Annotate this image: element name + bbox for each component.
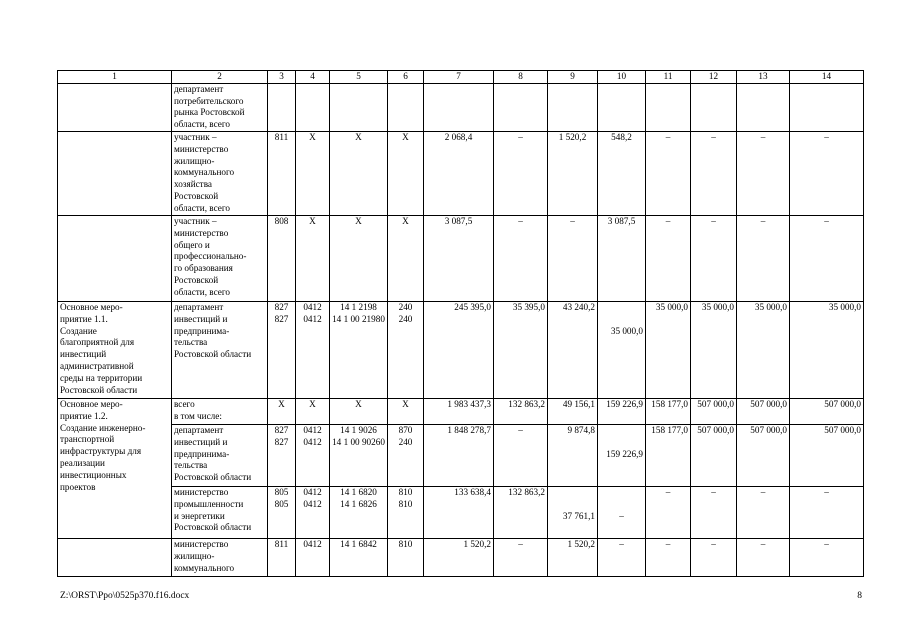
table-cell: – bbox=[646, 215, 691, 301]
table-cell: 14 1 6820 14 1 6826 bbox=[330, 486, 388, 538]
table-cell bbox=[737, 83, 790, 131]
table-cell: 35 395,0 bbox=[494, 301, 548, 398]
table-cell: – bbox=[790, 131, 864, 215]
table-cell: 810 810 bbox=[388, 486, 424, 538]
table-cell: 507 000,0 bbox=[790, 424, 864, 486]
table-cell: 811 bbox=[268, 538, 296, 576]
table-cell: 35 000,0 bbox=[646, 301, 691, 398]
table-cell bbox=[424, 83, 494, 131]
table-row bbox=[58, 301, 864, 398]
table-cell: участник – министерство общего и профессионально- го образования Ростовской области, всего bbox=[172, 215, 268, 301]
table-cell: Х bbox=[388, 215, 424, 301]
table-cell: 14 1 6842 bbox=[330, 538, 388, 576]
table-cell: 811 bbox=[268, 131, 296, 215]
table-cell: 0412 0412 bbox=[296, 486, 330, 538]
header-cell: 7 bbox=[424, 71, 494, 84]
table-cell: 132 863,2 bbox=[494, 486, 548, 538]
table-cell bbox=[268, 83, 296, 131]
table-cell: Х bbox=[296, 398, 330, 424]
page-number: 8 bbox=[857, 591, 862, 601]
table-cell: 14 1 2198 14 1 00 21980 bbox=[330, 301, 388, 398]
header-cell: 6 bbox=[388, 71, 424, 84]
table-cell: 507 000,0 bbox=[737, 424, 790, 486]
table-cell: 49 156,1 bbox=[548, 398, 598, 424]
table-cell bbox=[296, 83, 330, 131]
header-row bbox=[58, 71, 864, 84]
table-cell: 507 000,0 bbox=[691, 398, 737, 424]
table-cell: 158 177,0 bbox=[646, 424, 691, 486]
table-cell: департамент инвестиций и предпринима- тельства Ростовской области bbox=[172, 424, 268, 486]
header-cell: 11 bbox=[646, 71, 691, 84]
table-cell bbox=[388, 83, 424, 131]
table-cell: 0412 bbox=[296, 538, 330, 576]
table-cell: Х bbox=[296, 131, 330, 215]
table-cell: – bbox=[790, 215, 864, 301]
table-cell bbox=[58, 215, 172, 301]
table-cell bbox=[330, 83, 388, 131]
table-cell: – bbox=[494, 538, 548, 576]
table-cell: 1 520,2 bbox=[424, 538, 494, 576]
table-cell: 827 827 bbox=[268, 424, 296, 486]
table-cell: департамент инвестиций и предпринима- тельства Ростовской области bbox=[172, 301, 268, 398]
table-cell: 3 087,5 bbox=[598, 215, 646, 301]
table-cell: – bbox=[646, 538, 691, 576]
table-cell: 0412 0412 bbox=[296, 301, 330, 398]
table-cell: 3 087,5 bbox=[424, 215, 494, 301]
table-cell: 43 240,2 bbox=[548, 301, 598, 398]
table-cell: Х bbox=[388, 131, 424, 215]
table-cell: Х bbox=[268, 398, 296, 424]
table-row bbox=[58, 424, 864, 486]
table-cell: департамент потребительского рынка Ростовской области, всего bbox=[172, 83, 268, 131]
table-cell: 805 805 bbox=[268, 486, 296, 538]
table-cell: Х bbox=[330, 398, 388, 424]
header-cell: 14 bbox=[790, 71, 864, 84]
table-cell: – bbox=[790, 538, 864, 576]
table-cell: 9 874,8 bbox=[548, 424, 598, 486]
table-cell: 35 000,0 bbox=[598, 301, 646, 398]
table-cell: Х bbox=[330, 131, 388, 215]
table-cell: 132 863,2 bbox=[494, 398, 548, 424]
table-cell bbox=[58, 538, 172, 576]
table-cell: Х bbox=[296, 215, 330, 301]
table-cell: Х bbox=[330, 215, 388, 301]
table-row bbox=[58, 398, 864, 424]
header-cell: 12 bbox=[691, 71, 737, 84]
table-cell: – bbox=[691, 215, 737, 301]
table-cell: 507 000,0 bbox=[790, 398, 864, 424]
table-cell: Х bbox=[388, 398, 424, 424]
table-cell: 37 761,1 bbox=[548, 486, 598, 538]
table-cell: – bbox=[494, 424, 548, 486]
header-cell: 4 bbox=[296, 71, 330, 84]
table-cell: 240 240 bbox=[388, 301, 424, 398]
header-cell: 8 bbox=[494, 71, 548, 84]
footer-file-path: Z:\ORST\Ppo\0525p370.f16.docx bbox=[60, 591, 190, 601]
table-row bbox=[58, 131, 864, 215]
table-cell: 1 848 278,7 bbox=[424, 424, 494, 486]
table-cell: 827 827 bbox=[268, 301, 296, 398]
header-cell: 1 bbox=[58, 71, 172, 84]
table-cell: 14 1 9026 14 1 00 90260 bbox=[330, 424, 388, 486]
table-cell: 245 395,0 bbox=[424, 301, 494, 398]
header-cell: 10 bbox=[598, 71, 646, 84]
table-cell: – bbox=[494, 215, 548, 301]
table-cell: – bbox=[598, 486, 646, 538]
table-cell: 0412 0412 bbox=[296, 424, 330, 486]
header-cell: 13 bbox=[737, 71, 790, 84]
table-cell: Основное меро- приятие 1.2. Создание инженерно- транспортной инфраструктуры для реализации инвестиционных проектов bbox=[58, 398, 172, 538]
header-cell: 2 bbox=[172, 71, 268, 84]
table-cell: – bbox=[737, 215, 790, 301]
table-cell: участник – министерство жилищно- коммунального хозяйства Ростовской области, всего bbox=[172, 131, 268, 215]
table-cell: 1 983 437,3 bbox=[424, 398, 494, 424]
table-cell: 1 520,2 bbox=[548, 131, 598, 215]
table-cell: 133 638,4 bbox=[424, 486, 494, 538]
table-cell bbox=[58, 131, 172, 215]
table-cell: 810 bbox=[388, 538, 424, 576]
table-cell: – bbox=[548, 215, 598, 301]
header-cell: 9 bbox=[548, 71, 598, 84]
table-cell: – bbox=[691, 131, 737, 215]
table-cell: министерство жилищно- коммунального bbox=[172, 538, 268, 576]
table-row bbox=[58, 486, 864, 538]
table-cell: 159 226,9 bbox=[598, 398, 646, 424]
table-cell: 35 000,0 bbox=[790, 301, 864, 398]
table-cell: – bbox=[790, 486, 864, 538]
table-cell: 548,2 bbox=[598, 131, 646, 215]
table-cell: 507 000,0 bbox=[737, 398, 790, 424]
table-cell: 35 000,0 bbox=[737, 301, 790, 398]
table-cell: 35 000,0 bbox=[691, 301, 737, 398]
table-cell bbox=[58, 83, 172, 131]
table-cell: министерство промышленности и энергетики Ростовской области bbox=[172, 486, 268, 538]
table-cell: 870 240 bbox=[388, 424, 424, 486]
table-row bbox=[58, 215, 864, 301]
table-cell: – bbox=[494, 131, 548, 215]
table-cell: – bbox=[691, 486, 737, 538]
table-row bbox=[58, 83, 864, 131]
table-cell: – bbox=[691, 538, 737, 576]
header-cell: 5 bbox=[330, 71, 388, 84]
table-cell: – bbox=[646, 131, 691, 215]
table-cell: – bbox=[598, 538, 646, 576]
table-cell: – bbox=[737, 486, 790, 538]
table-row bbox=[58, 538, 864, 576]
table-cell: 158 177,0 bbox=[646, 398, 691, 424]
table-cell: 808 bbox=[268, 215, 296, 301]
header-cell: 3 bbox=[268, 71, 296, 84]
table-cell: 1 520,2 bbox=[548, 538, 598, 576]
table-cell: всего в том числе: bbox=[172, 398, 268, 424]
table-cell bbox=[548, 83, 598, 131]
table-cell: – bbox=[737, 538, 790, 576]
table-cell: 2 068,4 bbox=[424, 131, 494, 215]
table-cell: 507 000,0 bbox=[691, 424, 737, 486]
table-cell: – bbox=[737, 131, 790, 215]
table-cell: 159 226,9 bbox=[598, 424, 646, 486]
table-cell bbox=[598, 83, 646, 131]
budget-table bbox=[57, 70, 864, 577]
table-cell bbox=[494, 83, 548, 131]
table-cell bbox=[646, 83, 691, 131]
table-cell bbox=[691, 83, 737, 131]
table-cell: – bbox=[646, 486, 691, 538]
table-cell bbox=[790, 83, 864, 131]
table-cell: Основное меро- приятие 1.1. Создание благоприятной для инвестиций административной среды на территории Ростовской области bbox=[58, 301, 172, 398]
